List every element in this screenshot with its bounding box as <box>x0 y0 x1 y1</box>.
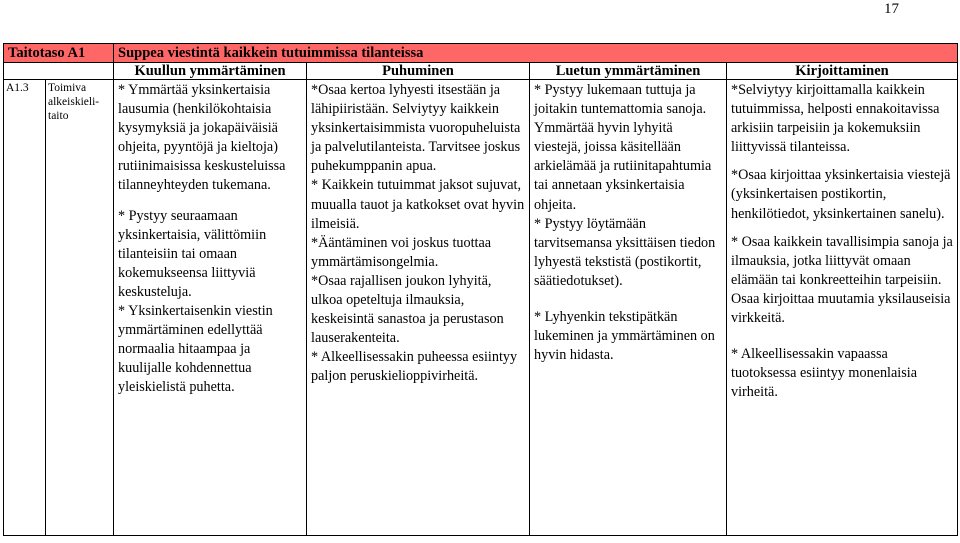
table-row <box>4 80 958 536</box>
speaking-paragraph: * Kaikkein tutuimmat jaksot sujuvat, muualla tauot ja katkokset ovat hyvin ilmeisiä. <box>311 177 525 232</box>
writing-paragraph: *Osaa kirjoittaa yksinkertaisia viestejä (yksinkertaisen postikortin, henkilötiedot, yksinkertainen sanelu). <box>731 167 951 222</box>
listening-paragraph: * Yksinkertaisenkin viestin ymmärtäminen edellyttää normaalia hitaampaa ja kuulijalle kohdennettua yleiskielistä puhetta. <box>118 303 273 396</box>
writing-paragraph: * Osaa kaikkein tavallisimpia sanoja ja ilmauksia, jotka liittyvät omaan elämään tai konkreetteihin tarpeisiin. Osaa kirjoittaa muutamia yksilauseisia virkkeitä. <box>731 233 953 327</box>
listening-paragraph: * Pystyy seuraamaan yksinkertaisia, välittömiin tilanteisiin tai omaan kokemukseensa liittyviä keskusteluja. <box>118 207 267 300</box>
reading-paragraph: * Lyhyenkin tekstipätkän lukeminen ja ymmärtäminen on hyvin hidasta. <box>534 309 715 364</box>
listening-cell <box>114 80 307 536</box>
speaking-paragraph: *Osaa rajallisen joukon lyhyitä, ulkoa opeteltuja ilmauksia, keskeisintä sanastoa ja perustason lauserakenteita. <box>311 272 504 347</box>
reading-cell <box>530 80 727 536</box>
table-title: Suppea viestintä kaikkein tutuimmissa tilanteissa <box>114 44 958 63</box>
column-header-row <box>4 63 958 80</box>
listening-paragraph: * Ymmärtää yksinkertaisia lausumia (henkilökohtaisia kysymyksiä ja jokapäiväisiä ohjeita, pyyntöjä ja kieltoja) rutiinimaisissa keskusteluissa tilanneyhteyden tukemana. <box>118 82 286 194</box>
writing-cell <box>727 80 958 536</box>
column-header-reading: Luetun ymmärtäminen <box>530 63 727 80</box>
speaking-paragraph: * Alkeellisessakin puheessa esiintyy paljon peruskielioppivirheitä. <box>311 349 518 385</box>
column-header-writing: Kirjoittaminen <box>727 63 958 80</box>
writing-paragraph: * Alkeellisessakin vapaassa tuotoksessa esiintyy monenlaisia virheitä. <box>731 346 917 401</box>
speaking-paragraph: *Osaa kertoa lyhyesti itsestään ja lähipiiristään. Selviytyy kaikkein yksinkertaisimmista vuoropuheluista ja palvelutilanteista. Tarvitsee joskus puhekumppanin apua. <box>311 82 521 175</box>
page-number: 17 <box>884 1 899 17</box>
speaking-paragraph: *Ääntäminen voi joskus tuottaa ymmärtämisongelmia. <box>311 234 492 270</box>
skill-level-table <box>3 43 958 536</box>
speaking-cell <box>307 80 530 536</box>
reading-paragraph: * Pystyy löytämään tarvitsemansa yksittäisen tiedon lyhyestä tekstistä (postikortit, säätiedotukset). <box>534 215 716 289</box>
level-id: A1.3 <box>4 80 46 536</box>
empty-header-cell <box>4 63 114 80</box>
column-header-listening: Kuullun ymmärtäminen <box>114 63 307 80</box>
table-header-row <box>4 44 958 63</box>
writing-paragraph: *Selviytyy kirjoittamalla kaikkein tutuimmissa, helposti ennakoitavissa arkisiin tarpeisiin ja kokemuksiin liittyvissä tilanteissa. <box>731 82 940 156</box>
reading-paragraph: * Pystyy lukemaan tuttuja ja joitakin tuntemattomia sanoja. Ymmärtää hyvin lyhyitä viestejä, joissa käsitellään arkielämää ja rutiinitapahtumia tai annetaan yksinkertaisia ohjeita. <box>534 82 712 213</box>
level-label: Taitotaso A1 <box>4 44 114 63</box>
column-header-speaking: Puhuminen <box>307 63 530 80</box>
level-name: Toimiva alkeiskieli-taito <box>46 80 114 536</box>
